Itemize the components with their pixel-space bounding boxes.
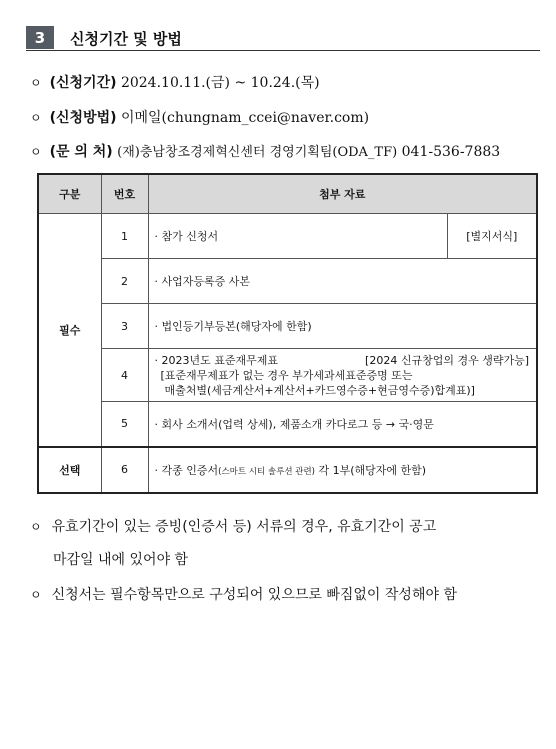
table-row	[38, 447, 537, 493]
header-number: 번호	[101, 174, 148, 214]
row-text-multiline	[148, 349, 537, 402]
note-validity-cont: 마감일 내에 있어야 함	[53, 552, 189, 568]
note-validity	[30, 516, 436, 536]
bullet-label: (신청기간)	[49, 75, 117, 91]
row-number: 1	[101, 214, 148, 259]
bullet-mark: ㅇ	[30, 145, 42, 159]
bullet-label: (문 의 처)	[49, 144, 113, 160]
bullet-mark: ㅇ	[30, 520, 42, 534]
row-number: 5	[101, 402, 148, 447]
section-title: 신청기간 및 방법	[70, 30, 182, 48]
category-optional: 선택	[38, 447, 101, 493]
contact-org: (재)충남창조경제혁신센터 경영기획팀(ODA_TF)	[117, 145, 398, 160]
row-text	[148, 447, 537, 493]
table-row	[38, 402, 537, 447]
bullet-application-period	[30, 72, 320, 92]
bullet-value: 2024.10.11.(금) ~ 10.24.(목)	[120, 75, 320, 91]
table-header-row	[38, 174, 537, 214]
header-category: 구분	[38, 174, 101, 214]
row-number: 2	[101, 259, 148, 304]
row-number: 4	[101, 349, 148, 402]
row-text-small: (스마트 시티 솔루션 관련)	[218, 466, 315, 477]
note-line: 유효기간이 있는 증빙(인증서 등) 서류의 경우, 유효기간이 공고	[51, 519, 437, 535]
row-line-right: [2024 신규창업의 경우 생략가능]	[365, 353, 529, 367]
note-required-fields	[30, 584, 457, 604]
row-text-a: · 각종 인증서	[154, 463, 219, 477]
bullet-value: 이메일(chungnam_ccei@naver.com)	[120, 110, 370, 126]
row-text: · 참가 신청서	[148, 214, 447, 259]
section-header	[26, 26, 540, 51]
row-text: · 사업자등록증 사본	[148, 259, 537, 304]
attachments-table	[37, 173, 538, 494]
table-row	[38, 304, 537, 349]
row-text: · 법인등기부등본(해당자에 한함)	[148, 304, 537, 349]
bullet-mark: ㅇ	[30, 111, 42, 125]
section-number: 3	[26, 26, 54, 49]
row-number: 6	[101, 447, 148, 493]
bullet-contact	[30, 141, 500, 161]
table-row	[38, 214, 537, 259]
row-line: [표준재무제표가 없는 경우 부가세과세표준증명 또는	[160, 368, 413, 382]
table-row	[38, 259, 537, 304]
bullet-application-method	[30, 107, 369, 127]
category-required: 필수	[38, 214, 101, 447]
row-text: · 회사 소개서(업력 상세), 제품소개 카다로그 등 → 국·영문	[148, 402, 537, 447]
row-number: 3	[101, 304, 148, 349]
table-row	[38, 349, 537, 402]
bullet-label: (신청방법)	[49, 110, 117, 126]
bullet-mark: ㅇ	[30, 588, 42, 602]
contact-phone: 041-536-7883	[401, 144, 501, 160]
row-attach: [별지서식]	[447, 214, 537, 259]
note-line: 신청서는 필수항목만으로 구성되어 있으므로 빠짐없이 작성해야 함	[51, 587, 457, 603]
bullet-mark: ㅇ	[30, 76, 42, 90]
header-attachment: 첨부 자료	[148, 174, 537, 214]
row-text-b: 각 1부(해당자에 한함)	[314, 463, 427, 477]
row-line: 매출처별(세금계산서+계산서+카드영수증+현금영수증)합계표)]	[164, 383, 475, 397]
row-line: · 2023년도 표준재무제표	[154, 353, 278, 367]
